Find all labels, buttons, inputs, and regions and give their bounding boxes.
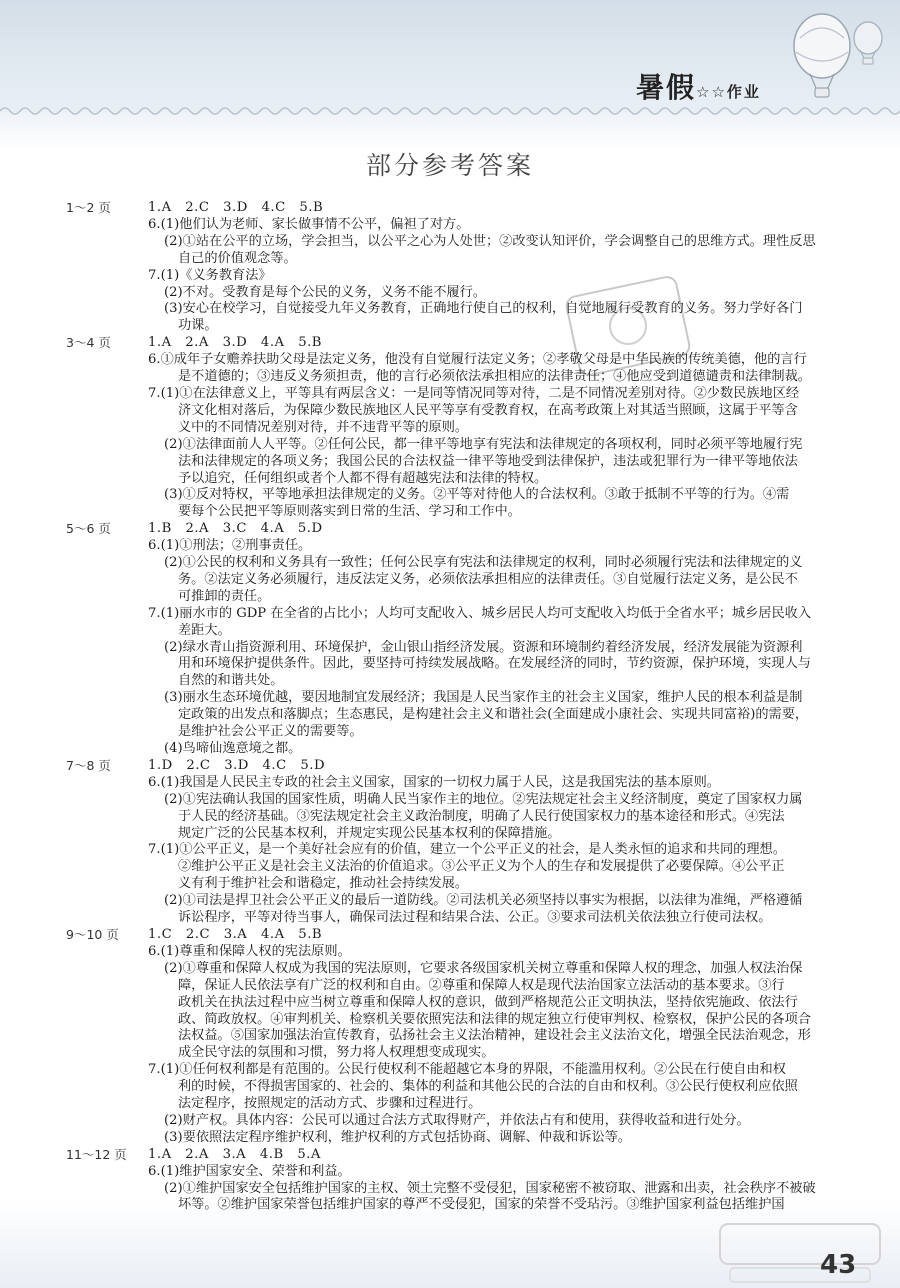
answer-line: 自己的价值观念等。 [178,250,297,266]
answer-line: 1.D 2.C 3.D 4.C 5.D [148,757,326,773]
answer-line: (3)安心在校学习，自觉接受九年义务教育，正确地行使自己的权利，自觉地履行受教育的义务。努力学好各门 [164,301,803,317]
answer-line: 坏等。②维护国家荣誉包括维护国家的尊严不受侵犯，国家的荣誉不受玷污。③维护国家利益包括维护国 [178,1197,785,1213]
answer-line: 定政策的出发点和落脚点；生态惠民，是构建社会主义和谐社会(全面建成小康社会、实现共同富裕)的需要， [178,707,809,723]
answer-line: 义有利于维护社会和谐稳定，推动社会持续发展。 [178,876,469,892]
answer-content [66,200,844,1214]
answer-line: (2)①站在公平的立场，学会担当，以公平之心为人处世；②改变认知评价，学会调整自己的思维方式。理性反思 [164,233,816,249]
answer-section [66,758,844,927]
answer-section [66,200,844,335]
answer-section [66,335,844,521]
answer-line: 务。②法定义务必须履行，违反法定义务，必须依法承担相应的法律责任。③自觉履行法定义务，是公民不 [178,571,798,587]
answer-line: (2)不对。受教育是每个公民的义务，义务不能不履行。 [164,284,486,300]
answer-line: (2)①尊重和保障人权成为我国的宪法原则，它要求各级国家机关树立尊重和保障人权的理念，加强人权法治保 [164,960,803,976]
answer-section [66,521,844,758]
answer-line: 1.B 2.A 3.C 4.A 5.D [148,521,323,537]
answer-line: 法定程序，按照规定的活动方式、步骤和过程进行。 [178,1096,482,1112]
answer-line: (2)财产权。具体内容：公民可以通过合法方式取得财产，并依法占有和使用，获得收益和进行处分。 [164,1112,750,1128]
answer-line: (4)鸟啼仙逸意境之都。 [164,741,302,756]
hot-air-balloons-icon [760,8,890,108]
page-title: 部分参考答案 [365,151,534,180]
answer-line: (3)丽水生态环境优越，要因地制宜发展经济；我国是人民当家作主的社会主义国家，维护人民的根本利益是制 [164,690,803,706]
answer-line: 规定广泛的公民基本权利，并规定实现公民基本权利的保障措施。 [178,825,561,841]
watermark-logo-icon [700,1218,900,1288]
page-number: 43 [820,1250,857,1280]
answer-line: 要每个公民把平等原则落实到日常的生活、学习和工作中。 [178,504,521,520]
answer-line: 6.①成年子女赡养扶助父母是法定义务，他没有自觉履行法定义务；②孝敬父母是中华民族的传统美德，他的言行 [148,352,807,368]
answer-line: 政、简政放权。④审判机关、检察机关要依照宪法和法律的规定独立行使审判权、检察权，保护公民的各项合 [178,1011,811,1027]
answer-line: 义中的不同情况差别对待，并不违背平等的原则。 [178,419,469,435]
answer-line: 是不道德的；③违反义务须担责，他的言行必须依法承担相应的法律责任；④他应受到道德谴责和法律制裁。 [178,369,811,385]
answer-line: 可推卸的责任。 [178,588,271,604]
answer-line: (3)①反对特权，平等地承担法律规定的义务。②平等对待他人的合法权利。③敢于抵制不平等的行为。④需 [164,487,790,503]
answer-line: 1.A 2.A 3.A 4.B 5.A [148,1146,321,1162]
answer-line: 功课。 [178,318,218,334]
answer-line: 差距大。 [178,622,231,638]
section-page-label: 7～8 页 [66,757,111,773]
answer-line: 诉讼程序，平等对待当事人，确保司法过程和结果合法、公正。③要求司法机关依法独立行使司法权。 [178,910,772,926]
answer-line: 于人民的经济基础。③宪法规定社会主义政治制度，明确了人民行使国家权力的基本途径和形式。④宪法 [178,808,785,824]
answer-line: 7.(1)丽水市的 GDP 在全省的占比小；人均可支配收入、城乡居民人均可支配收入均低于全省水平；城乡居民收入 [148,605,812,621]
answer-line: 是维护社会公平正义的需要等。 [178,724,363,740]
wavy-divider [0,104,900,118]
header-title-sub: 作业 [726,83,761,101]
answer-line: 用和环境保护提供条件。因此，要坚持可持续发展战略。在发展经济的同时，节约资源，保护环境，实现人与 [178,656,811,672]
answer-line: 利的时候，不得损害国家的、社会的、集体的利益和其他公民的合法的自由和权利。③公民行使权利应依照 [178,1079,798,1095]
answer-line: (2)绿水青山指资源利用、环境保护，金山银山指经济发展。资源和环境制约着经济发展，经济发展能为资源利 [164,639,803,655]
answer-line: (3)要依照法定程序维护权利，维护权利的方式包括协商、调解、仲裁和诉讼等。 [164,1129,632,1145]
answer-line: 7.(1)《义务教育法》 [148,267,272,283]
answer-line: 6.(1)①刑法；②刑事责任。 [148,538,312,554]
answer-line: 障，保证人民依法享有广泛的权利和自由。②尊重和保障人权是现代法治国家立法活动的基本要求。③行 [178,977,785,993]
answer-line: (2)①公民的权利和义务具有一致性；任何公民享有宪法和法律规定的权利，同时必须履行宪法和法律规定的义 [164,555,803,571]
answer-line: 6.(1)维护国家安全、荣誉和利益。 [148,1163,351,1179]
answer-line: 法权益。⑤国家加强法治宣传教育，弘扬社会主义法治精神，建设社会主义法治文化，增强全民法治观念，形 [178,1028,811,1044]
answer-line: 法和法律规定的各项义务；我国公民的合法权益一律平等地受到法律保护，违法或犯罪行为一律平等地依法 [178,453,798,469]
section-page-label: 3～4 页 [66,335,111,351]
answer-line: 自然的和谐共处。 [178,673,284,689]
answer-line: 1.C 2.C 3.A 4.A 5.B [148,926,323,942]
section-page-label: 9～10 页 [66,926,119,942]
header-title-main: 暑假 [636,71,697,104]
section-page-label: 5～6 页 [66,521,111,537]
answer-line: (2)①宪法确认我国的国家性质，明确人民当家作主的地位。②宪法规定社会主义经济制度，奠定了国家权力属 [164,791,803,807]
answer-line: 政机关在执法过程中应当树立尊重和保障人权的意识，做到严格规范公正文明执法，坚持依宪施政、依法行 [178,994,798,1010]
answer-line: (2)①法律面前人人平等。②任何公民，都一律平等地享有宪法和法律规定的各项权利，同时必须平等地履行宪 [164,436,803,452]
answer-section [66,1147,844,1215]
answer-line: ②维护公平正义是社会主义法治的价值追求。③公平正义为个人的生存和发展提供了必要保障。④公平正 [178,859,785,875]
section-page-label: 1～2 页 [66,200,111,215]
answer-line: 7.(1)①任何权利都是有范围的。公民行使权利不能超越它本身的界限，不能滥用权利。②公民在行使自由和权 [148,1062,786,1078]
answer-line: 7.(1)①在法律意义上，平等具有两层含义：一是同等情况同等对待，二是不同情况差别对待。②少数民族地区经 [148,385,800,401]
answer-line: 6.(1)我国是人民民主专政的社会主义国家，国家的一切权力属于人民，这是我国宪法的基本原则。 [148,774,720,790]
answer-line: 6.(1)他们认为老师、家长做事情不公平，偏袒了对方。 [148,216,470,232]
answer-line: 成全民守法的氛围和习惯，努力将人权理想变成现实。 [178,1045,495,1061]
section-page-label: 11～12 页 [66,1146,127,1162]
answer-line: 济文化相对落后，为保障少数民族地区人民平等享有受教育权，在高考政策上对其适当照顾，这属于平等含 [178,402,798,418]
answer-section [66,927,844,1147]
answer-line: 1.A 2.C 3.D 4.C 5.B [148,200,324,215]
header-stars-icon: ☆☆ [696,83,727,101]
answer-line: (2)①司法是捍卫社会公平正义的最后一道防线。②司法机关必须坚持以事实为根据，以法律为准绳，严格遵循 [164,893,803,909]
answer-line: 1.A 2.A 3.D 4.A 5.B [148,335,322,351]
answer-line: (2)①维护国家安全包括维护国家的主权、领土完整不受侵犯，国家秘密不被窃取、泄露和出卖，社会秩序不被破 [164,1180,816,1196]
answer-line: 7.(1)①公平正义，是一个美好社会应有的价值，建立一个公平正义的社会，是人类永恒的追求和共同的理想。 [148,842,786,858]
header-title [636,66,761,106]
answer-line: 予以追究，任何组织或者个人都不得有超越宪法和法律的特权。 [178,470,548,486]
answer-line: 6.(1)尊重和保障人权的宪法原则。 [148,943,351,959]
